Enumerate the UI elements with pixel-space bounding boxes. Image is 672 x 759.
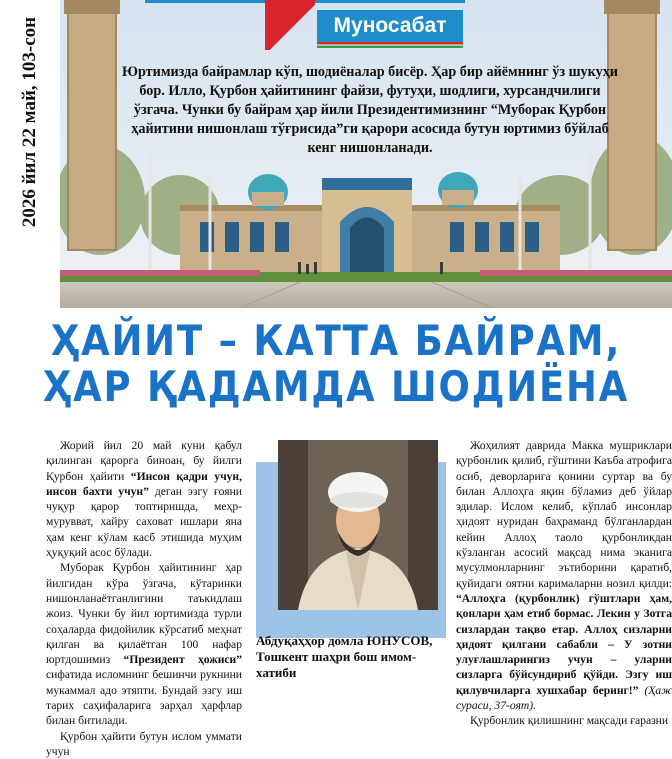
text-run: Муборак Қурбон ҳайитининг ҳар йилгидан кўра ўзгача, кўтаринки нишонланаётганлигини таъкидлаш жоиз. Чунки бу йил юртимизда турли соҳаларда фидойилик кўрсатиб меҳнат қилган ва қилаётган 100 нафар юртдошимиз bbox=[46, 561, 242, 667]
citation: (Ҳаж сураси, 37-оят). bbox=[456, 683, 672, 713]
section-rubric bbox=[265, 0, 465, 50]
article-column-1 bbox=[46, 438, 242, 759]
author-title: Тошкент шаҳри бош имом-хатиби bbox=[256, 649, 417, 680]
paragraph bbox=[46, 438, 242, 560]
rubric-label: Муносабат bbox=[317, 10, 463, 42]
headline bbox=[40, 318, 631, 410]
text-run: деган эзгу ғояни чуқур қарор топтиришда, меҳр-мурувват, хайру саховат ишлари яна ҳам кенг кўлам касб этишида муҳим ҳуқуқий асос бўлади. bbox=[46, 484, 242, 560]
article-column-3 bbox=[456, 438, 672, 729]
rubric-flag-stripe bbox=[317, 42, 463, 48]
lead-paragraph: Юртимизда байрамлар кўп, шодиёналар бисёр. Ҳар бир айёмнинг ўз шукуҳи бор. Илло, Қурбон ҳайитининг файзи, футуҳи, шодлиги, хурсандчилиги ўзгача. Чунки бу байрам ҳар йили Президентимизнинг “Муборак Қурбон ҳайитини нишонлаш тўғрисида”ги қарори асосида бутун юртимиз бўйлаб кенг нишонланади. bbox=[122, 64, 618, 156]
text-run: Жоҳилият даврида Макка мушриклари қурбонлик қилиб, гўштини Каъба атрофига осиб, деворларига қонини суртар ва бу билан Аллоҳга яқин бўламиз деб ўйлар эдилар. Ислом келиб, кўплаб инсонлар ҳидоят нуридан баҳраманд бўлганлардан кейин Аллоҳ таоло қурбонликдан кўзланган асосий мақсад нима эканига мусулмонларнинг эътиборини қаратиб, қуйидаги оятни карималарни нозил қилди: bbox=[456, 439, 672, 590]
author-name: Абдуқаҳҳор домла ЮНУСОВ, bbox=[256, 633, 433, 648]
bold-quote: “Президент ҳожиси” bbox=[123, 653, 242, 667]
paragraph: Қурбонлик қилишнинг мақсади ғаразни bbox=[470, 714, 669, 728]
issue-date-strip bbox=[0, 0, 60, 300]
text-run: Жорий йил 20 май куни қабул қилинган қарорга биноан, бу йилги Қурбон ҳайити bbox=[46, 439, 242, 483]
text-run: сифатида исломнинг бешинчи рукнини мукаммал адо этяпти. Бундай эзгу иш тарих саҳифаларига зарҳал ҳарфлар билан битилади. bbox=[46, 668, 242, 728]
paragraph: Қурбон ҳайити бутун ислом уммати учун bbox=[46, 729, 242, 758]
bold-quote: “Инсон қадри учун, инсон бахти учун” bbox=[46, 469, 242, 498]
paragraph bbox=[456, 438, 672, 713]
author-portrait bbox=[278, 440, 438, 610]
rubric-red-corner bbox=[265, 0, 315, 50]
paragraph bbox=[46, 560, 242, 728]
author-photo-frame bbox=[256, 440, 446, 640]
headline-line-1: ҲАЙИТ – КАТТА БАЙРАМ, bbox=[50, 316, 622, 365]
headline-line-2: ҲАР ҚАДАМДА ШОДИЁНА bbox=[42, 362, 630, 411]
photo-caption bbox=[256, 633, 456, 681]
bold-quote: “Аллоҳга (қурбонлик) гўштлари ҳам, қонлари ҳам етиб бормас. Лекин у Зотга сизлардан тақво етар. Аллоҳ сизларни ҳидоят қилгани сабабли – У зотни улуғлашларингиз учун – уларни сизларга бўйсундириб қўйди. Эзгу иш қилувчиларга хушхабар беринг!” bbox=[456, 591, 672, 697]
issue-date: 2026 йил 22 май, 103-сон bbox=[19, 16, 40, 228]
